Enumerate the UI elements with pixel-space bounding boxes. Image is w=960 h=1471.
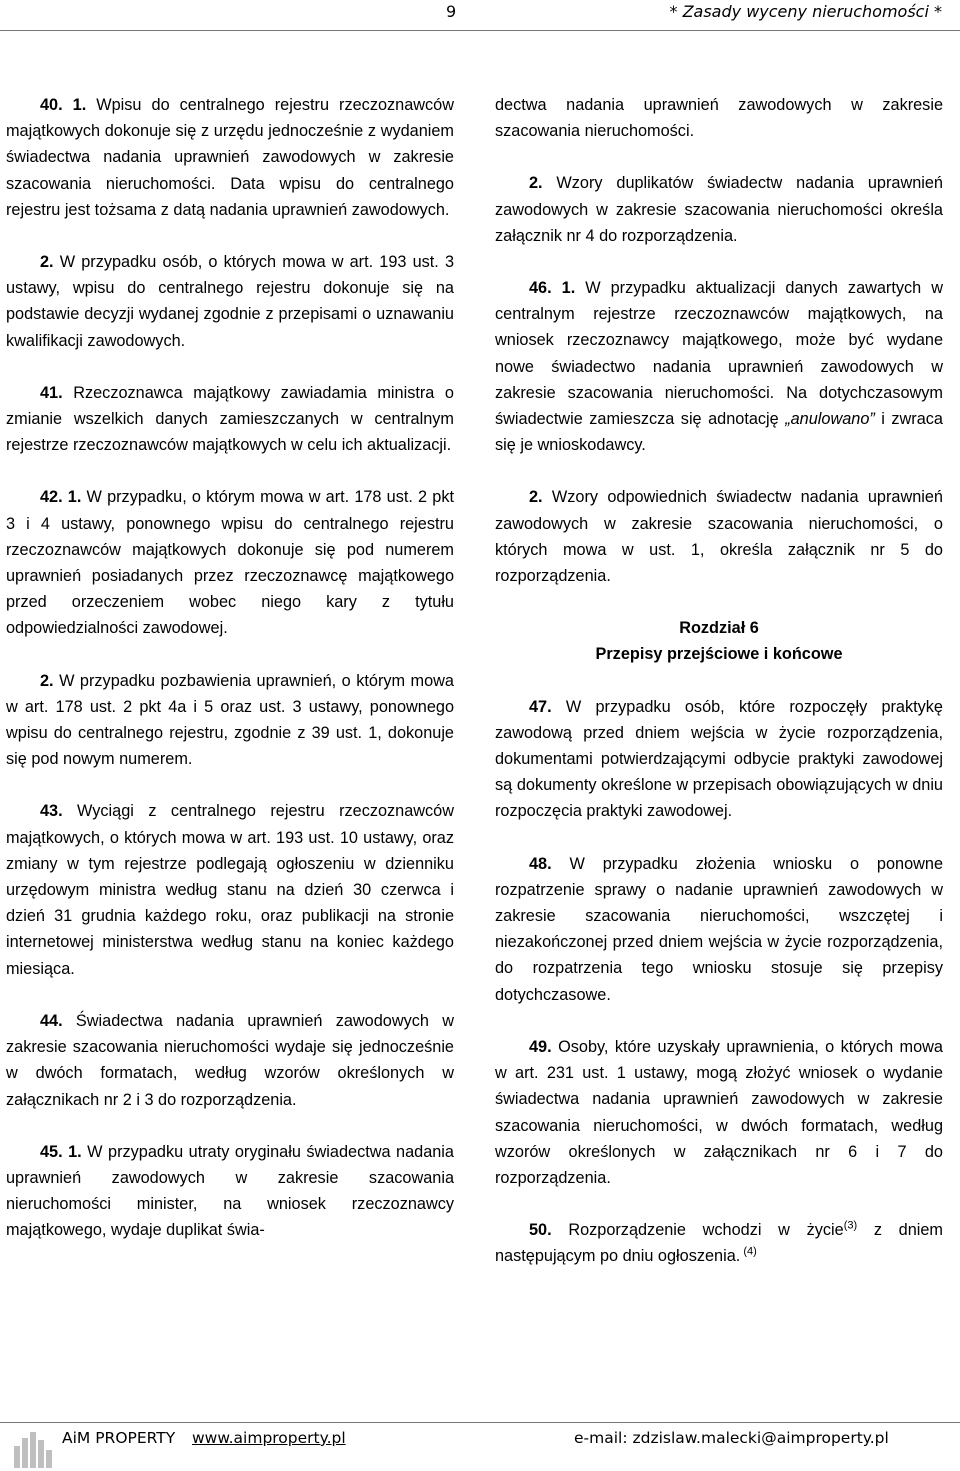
paragraph-text: Świadectwa nadania uprawnień zawodowych w zakresie szacowania nieruchomości wydaje się jednocześnie w dwóch formatach, według wzorów określonych w załącznikach nr 2 i 3 do rozporządzenia. xyxy=(6,1011,454,1109)
aim-property-logo-icon xyxy=(8,1426,58,1470)
chapter-title: Rozdział 6 xyxy=(679,619,759,638)
section-number: 47. xyxy=(529,697,552,716)
section-number: 49. xyxy=(529,1037,552,1056)
section-number: 50. xyxy=(529,1221,552,1240)
section-number: 45. 1. xyxy=(40,1142,82,1161)
section-number: 40. 1. xyxy=(40,96,87,114)
paragraph-text: W przypadku utraty oryginału świadectwa nadania uprawnień zawodowych w zakresie szacowania nieruchomości minister, na wniosek rzeczoznawcy majątkowego, wydaje duplikat świa- xyxy=(6,1142,454,1240)
paragraph-text: Wyciągi z centralnego rejestru rzeczoznawców majątkowych, o których mowa w art. 193 ust. 10 ustawy, oraz zmiany w tym rejestrze podlegają ogłoszeniu w dzienniku urzędowym ministra według stanu na dzień 30 czerwca i dzień 31 grudnia każdego roku, oraz publikacji na stronie internetowej ministerstwa według stanu na koniec każdego miesiąca. xyxy=(6,802,454,978)
paragraph-text: Rzeczoznawca majątkowy zawiadamia ministra o zmianie wszelkich danych zamieszczanych w centralnym rejestrze rzeczoznawców majątkowych w celu ich aktualizacji. xyxy=(6,383,454,455)
footer-company-name: AiM PROPERTY xyxy=(62,1429,176,1447)
paragraph-text: Wzory odpowiednich świadectw nadania uprawnień zawodowych w zakresie szacowania nieruchomości, o których mowa w ust. 1, określa załącznik nr 5 do rozporządzenia. xyxy=(495,488,943,586)
header-divider xyxy=(0,30,960,31)
running-title: * Zasady wyceny nieruchomości * xyxy=(669,2,942,21)
paragraph-40-2 xyxy=(6,249,454,354)
paragraph-text: W przypadku osób, o których mowa w art. 193 ust. 3 ustawy, wpisu do centralnego rejestru dokonuje się na podstawie decyzji wydanej zgodnie z przepisami o uznawaniu kwalifikacji zawodowych. xyxy=(6,253,454,350)
paragraph-50 xyxy=(495,1217,943,1269)
annotation-anulowano: „anulowano” xyxy=(785,410,875,429)
paragraph-text: Wpisu do centralnego rejestru rzeczoznawców majątkowych dokonuje się z urzędu jednocześnie z wydaniem świadectwa nadania uprawnień zawodowych w zakresie szacowania nieruchomości. Data wpisu do centralnego rejestru jest tożsama z datą nadania uprawnień zawodowych. xyxy=(6,96,454,219)
section-number: 2. xyxy=(40,671,54,690)
paragraph-46-2 xyxy=(495,484,943,589)
right-column xyxy=(495,92,943,1296)
chapter-heading xyxy=(495,615,943,667)
footer-email: e-mail: zdzislaw.malecki@aimproperty.pl xyxy=(574,1429,889,1447)
paragraph-47 xyxy=(495,694,943,825)
section-number: 42. 1. xyxy=(40,488,82,507)
left-column xyxy=(6,92,454,1244)
paragraph-49 xyxy=(495,1034,943,1191)
section-number: 41. xyxy=(40,383,63,402)
section-number: 2. xyxy=(529,174,543,193)
section-number: 44. xyxy=(40,1011,63,1030)
paragraph-40-1 xyxy=(6,92,454,223)
paragraph-46-1 xyxy=(495,275,943,458)
paragraph-text: i zwraca się je wnioskodawcy. xyxy=(495,410,943,455)
paragraph-41 xyxy=(6,380,454,459)
paragraph-text: Wzory duplikatów świadectw nadania uprawnień zawodowych w zakresie szacowania nieruchomości określa załącznik nr 4 do rozporządzenia. xyxy=(495,174,943,245)
footnote-ref-4: (4) xyxy=(740,1245,757,1258)
section-number: 43. xyxy=(40,802,63,821)
paragraph-44 xyxy=(6,1008,454,1113)
paragraph-43 xyxy=(6,798,454,981)
section-number: 2. xyxy=(529,488,543,507)
chapter-subtitle: Przepisy przejściowe i końcowe xyxy=(595,645,843,664)
footer-website-link[interactable]: www.aimproperty.pl xyxy=(192,1429,346,1447)
paragraph-text: Osoby, które uzyskały uprawnienia, o których mowa w art. 231 ust. 1 ustawy, mogą złożyć wniosek o wydanie świadectwa nadania uprawnień zawodowych w zakresie szacowania nieruchomości, w dwóch formatach, według wzorów określonych w załącznikach nr 6 i 7 do rozporządzenia. xyxy=(495,1037,943,1187)
paragraph-text: W przypadku aktualizacji danych zawartych w centralnym rejestrze rzeczoznawców majątkowych, na wniosek rzeczoznawcy majątkowego, może być wydane nowe świadectwo nadania uprawnień zawodowych w zakresie szacowania nieruchomości. Na dotychczasowym świadectwie zamieszcza się adnotację xyxy=(495,279,943,429)
page-header xyxy=(0,0,960,36)
section-number: 46. 1. xyxy=(529,279,576,298)
paragraph-45-1 xyxy=(6,1139,454,1244)
paragraph-text: W przypadku złożenia wniosku o ponowne rozpatrzenie sprawy o nadanie uprawnień zawodowych w zakresie szacowania nieruchomości, wszczętej i niezakończonej przed dniem wejścia w życie rozporządzenia, do rozpatrzenia tego wniosku stosuje się przepisy dotychczasowe. xyxy=(495,854,943,1004)
page-footer xyxy=(0,1418,960,1471)
paragraph-42-1 xyxy=(6,484,454,641)
paragraph-text: z dniem następującym po dniu ogłoszenia. xyxy=(495,1221,943,1266)
page-number: 9 xyxy=(446,2,457,21)
paragraph-text: W przypadku, o którym mowa w art. 178 ust. 2 pkt 3 i 4 ustawy, ponownego wpisu do centralnego rejestru rzeczoznawców majątkowych dokonuje się pod numerem uprawnień posiadanych przez rzeczoznawcę majątkowego przed orzeczeniem wobec niego kary z tytułu odpowiedzialności zawodowej. xyxy=(6,488,454,638)
footnote-ref-3: (3) xyxy=(843,1219,858,1232)
section-number: 2. xyxy=(40,253,54,272)
section-number: 48. xyxy=(529,854,552,873)
paragraph-42-2 xyxy=(6,668,454,773)
paragraph-text: W przypadku osób, które rozpoczęły praktykę zawodową przed dniem wejścia w życie rozporządzenia, dokumentami potwierdzającymi odbycie praktyki zawodowej są dokumenty określone w przepisach obowiązujących w dniu rozpoczęcia praktyki zawodowej. xyxy=(495,697,943,821)
paragraph-45-1-continued: dectwa nadania uprawnień zawodowych w zakresie szacowania nieruchomości. xyxy=(495,96,943,141)
paragraph-text: W przypadku pozbawienia uprawnień, o którym mowa w art. 178 ust. 2 pkt 4a i 5 oraz ust. 3 ustawy, ponownego wpisu do centralnego rejestru, zgodnie z 39 ust. 1, dokonuje się pod nowym numerem. xyxy=(6,671,454,769)
footer-divider xyxy=(0,1422,960,1423)
paragraph-45-2 xyxy=(495,170,943,249)
paragraph-text: Rozporządzenie wchodzi w życie xyxy=(551,1221,844,1240)
paragraph-48 xyxy=(495,851,943,1008)
